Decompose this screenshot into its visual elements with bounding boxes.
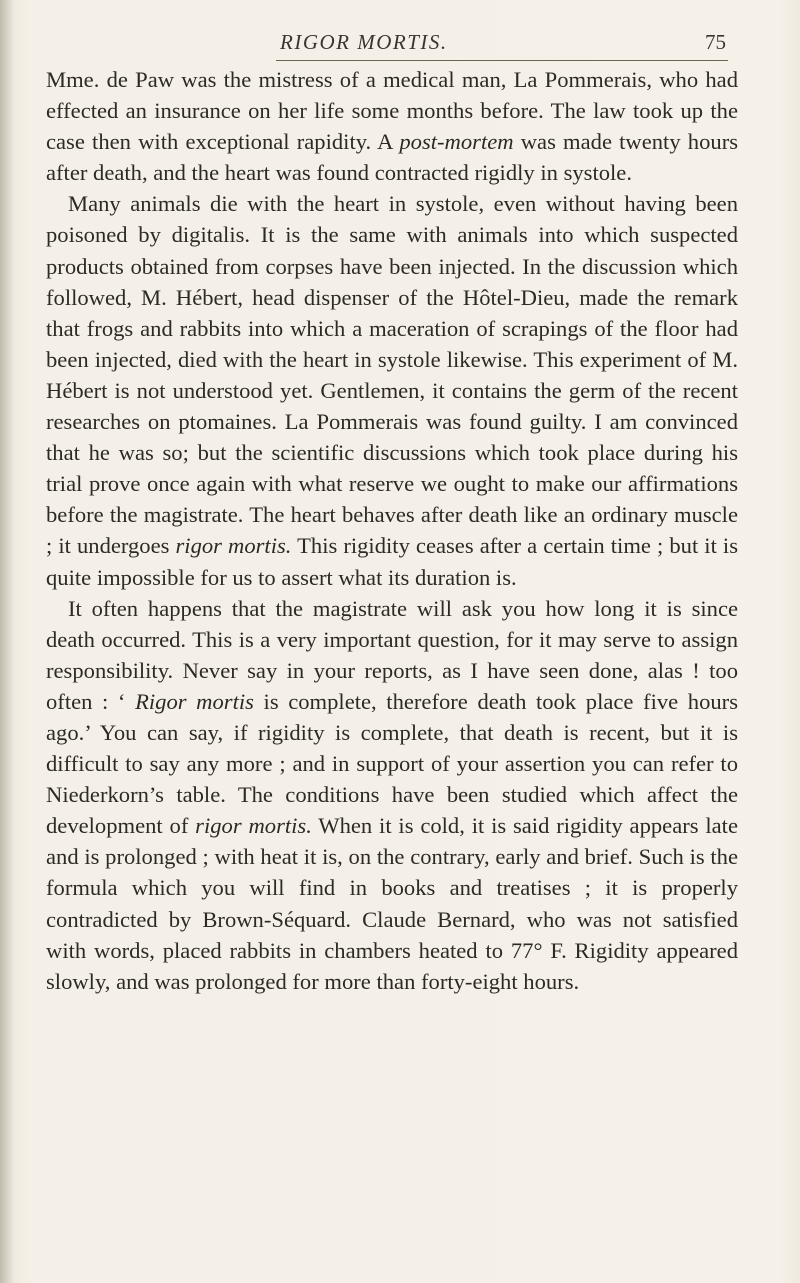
paragraph-2-seg-0: Many animals die with the heart in systole, even without having been poisoned by digitalis. It is the same with animals into which suspected products obtained from corpses have been injected. In the discussion which followed, M. Hébert, head dispenser of the Hôtel-Dieu, made the remark that frogs and rabbits into which a maceration of scrapings of the floor had been injected, died with the heart in systole likewise. This experiment of M. Hébert is not understood yet. Gentlemen, it contains the germ of the recent researches on ptomaines. La Pommerais was found guilty. I am convinced that he was so; but the scientific discussions which took place during his trial prove once again with what reserve we ought to make our affirmations before the magistrate. The heart behaves after death like an ordinary muscle ; it undergoes [46,191,738,559]
running-head [48,24,728,58]
paragraph-3 [46,593,738,997]
paragraph-3-seg-2: is complete, therefore death took place five hours ago.’ You can say, if rigidity is complete, that death is recent, but it is difficult to say any more ; and in support of your assertion you can refer to Niederkorn’s table. The conditions have been studied which affect the development of [46,688,738,839]
paragraph-3-seg-1-italic: Rigor mortis [135,688,254,714]
paragraph-1 [46,64,738,188]
page-number: 75 [705,30,726,54]
paragraph-2-seg-2: This rigidity ceases after a certain time ; but it is quite impossible for us to assert what its duration is. [46,533,738,590]
paragraph-2 [46,188,738,592]
body-text [46,64,738,997]
paragraph-1-seg-1-italic: post-mortem [399,129,514,155]
paragraph-2-seg-1-italic: rigor mortis. [175,533,292,559]
paragraph-3-seg-0: It often happens that the magistrate will ask you how long it is since death occurred. This is a very important question, for it may serve to assign responsibility. Never say in your reports, as I have seen done, alas ! too often : ‘ [46,595,738,714]
running-title: RIGOR MORTIS. [280,30,448,54]
paragraph-3-seg-3-italic: rigor mortis. [195,813,312,839]
binding-gutter-shadow [0,0,14,1283]
header-rule [276,60,728,61]
paragraph-3-seg-4: When it is cold, it is said rigidity appears late and is prolonged ; with heat it is, on the contrary, early and brief. Such is the formula which you will find in books and treatises ; it is properly contradicted by Brown-Séquard. Claude Bernard, who was not satisfied with words, placed rabbits in chambers heated to 77° F. Rigidity appeared slowly, and was prolonged for more than forty-eight hours. [46,813,738,994]
paragraph-1-seg-2: was made twenty hours after death, and the heart was found contracted rigidly in systole. [46,129,739,186]
paragraph-1-seg-0: Mme. de Paw was the mistress of a medical man, La Pommerais, who had effected an insurance on her life some months before. The law took up the case then with exceptional rapidity. A [46,67,738,155]
